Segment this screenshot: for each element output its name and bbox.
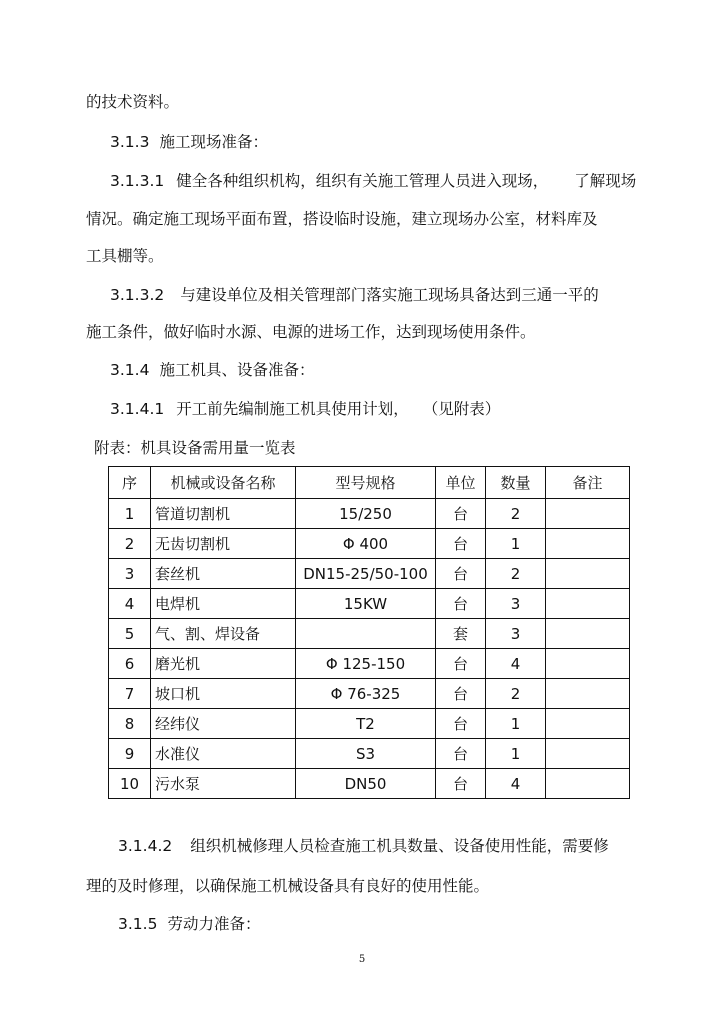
table-cell: 4 bbox=[486, 769, 546, 799]
table-cell bbox=[546, 529, 630, 559]
table-cell: 污水泵 bbox=[151, 769, 296, 799]
paragraph-text: 施工条件，做好临时水源、电源的进场工作，达到现场使用条件。 bbox=[86, 323, 536, 341]
table-cell bbox=[546, 679, 630, 709]
paragraph-line bbox=[86, 246, 164, 266]
paragraph-3-1-4-1 bbox=[110, 399, 500, 419]
table-cell: Φ 125-150 bbox=[296, 649, 436, 679]
table-cell bbox=[546, 559, 630, 589]
paragraph-text: 的技术资料。 bbox=[86, 93, 180, 111]
section-heading-3-1-5 bbox=[118, 914, 260, 934]
paragraph-3-1-4-2 bbox=[118, 836, 609, 856]
page-number: 5 bbox=[358, 954, 366, 965]
header-cell: 型号规格 bbox=[296, 467, 436, 499]
table-cell: 无齿切割机 bbox=[151, 529, 296, 559]
table-cell: 台 bbox=[436, 589, 486, 619]
section-number: 3.1.4.1 bbox=[110, 400, 165, 418]
table-cell: 2 bbox=[486, 559, 546, 589]
table-cell: 15KW bbox=[296, 589, 436, 619]
paragraph-continuation bbox=[86, 92, 179, 112]
table-cell: 2 bbox=[486, 679, 546, 709]
table-row bbox=[109, 709, 630, 739]
table-cell: 气、割、焊设备 bbox=[151, 619, 296, 649]
table-cell bbox=[546, 619, 630, 649]
table-cell: 7 bbox=[109, 679, 151, 709]
table-cell: 15/250 bbox=[296, 499, 436, 529]
header-cell: 数量 bbox=[486, 467, 546, 499]
table-cell bbox=[546, 739, 630, 769]
section-title: 施工机具、设备准备： bbox=[159, 361, 315, 379]
equipment-table bbox=[108, 466, 630, 799]
table-cell: Φ 400 bbox=[296, 529, 436, 559]
section-title: 施工现场准备： bbox=[159, 133, 268, 151]
table-cell: 2 bbox=[486, 499, 546, 529]
table-cell bbox=[546, 499, 630, 529]
table-cell: 套 bbox=[436, 619, 486, 649]
table-cell bbox=[546, 649, 630, 679]
table-cell: 2 bbox=[109, 529, 151, 559]
paragraph-text: 组织机械修理人员检查施工机具数量、设备使用性能，需要修 bbox=[190, 837, 609, 855]
table-row bbox=[109, 589, 630, 619]
table-cell: 1 bbox=[486, 529, 546, 559]
header-cell: 机械或设备名称 bbox=[151, 467, 296, 499]
section-title: 劳动力准备： bbox=[167, 915, 261, 933]
table-cell: 3 bbox=[486, 619, 546, 649]
table-cell: 5 bbox=[109, 619, 151, 649]
paragraph-text: （见附表） bbox=[422, 400, 501, 418]
section-heading-3-1-3 bbox=[110, 132, 268, 152]
header-cell: 序 bbox=[109, 467, 151, 499]
header-cell: 单位 bbox=[436, 467, 486, 499]
table-cell: 6 bbox=[109, 649, 151, 679]
table-cell: 台 bbox=[436, 649, 486, 679]
table-header-row bbox=[109, 467, 630, 499]
section-number: 3.1.3.1 bbox=[110, 172, 165, 190]
paragraph-text: 理的及时修理，以确保施工机械设备具有良好的使用性能。 bbox=[86, 877, 490, 895]
table-cell bbox=[296, 619, 436, 649]
table-cell: 台 bbox=[436, 499, 486, 529]
paragraph-text: 健全各种组织机构，组织有关施工管理人员进入现场， bbox=[176, 172, 549, 190]
paragraph-line bbox=[86, 209, 598, 229]
table-cell: 8 bbox=[109, 709, 151, 739]
table-cell: 4 bbox=[486, 649, 546, 679]
table-cell: 4 bbox=[109, 589, 151, 619]
paragraph-line bbox=[86, 876, 489, 896]
table-cell: 1 bbox=[486, 739, 546, 769]
section-number: 3.1.5 bbox=[118, 915, 158, 933]
paragraph-3-1-3-1 bbox=[110, 171, 636, 191]
paragraph-text: 开工前先编制施工机具使用计划， bbox=[176, 400, 409, 418]
table-row bbox=[109, 679, 630, 709]
section-number: 3.1.4 bbox=[110, 361, 150, 379]
table-cell: 10 bbox=[109, 769, 151, 799]
paragraph-text: 与建设单位及相关管理部门落实施工现场具备达到三通一平的 bbox=[180, 286, 599, 304]
table-caption: 附表：机具设备需用量一览表 bbox=[94, 439, 296, 457]
table-row bbox=[109, 619, 630, 649]
header-cell: 备注 bbox=[546, 467, 630, 499]
table-cell bbox=[546, 769, 630, 799]
table-cell: 管道切割机 bbox=[151, 499, 296, 529]
table-cell: 台 bbox=[436, 529, 486, 559]
table-cell: S3 bbox=[296, 739, 436, 769]
table-cell: 1 bbox=[486, 709, 546, 739]
table-cell: 台 bbox=[436, 679, 486, 709]
table-row bbox=[109, 649, 630, 679]
section-number: 3.1.3 bbox=[110, 133, 150, 151]
table-cell: 水准仪 bbox=[151, 739, 296, 769]
paragraph-text: 工具棚等。 bbox=[86, 247, 164, 265]
table-cell: T2 bbox=[296, 709, 436, 739]
table-cell: 电焊机 bbox=[151, 589, 296, 619]
table-cell: 台 bbox=[436, 709, 486, 739]
section-number: 3.1.4.2 bbox=[118, 837, 173, 855]
table-row bbox=[109, 559, 630, 589]
table-cell bbox=[546, 589, 630, 619]
table-cell: Φ 76-325 bbox=[296, 679, 436, 709]
table-cell: 台 bbox=[436, 739, 486, 769]
table-cell bbox=[546, 709, 630, 739]
table-row bbox=[109, 739, 630, 769]
table-cell: 经纬仪 bbox=[151, 709, 296, 739]
paragraph-text: 了解现场 bbox=[574, 172, 637, 190]
table-cell: 磨光机 bbox=[151, 649, 296, 679]
table-cell: DN15-25/50-100 bbox=[296, 559, 436, 589]
table-cell: 台 bbox=[436, 769, 486, 799]
table-cell: 3 bbox=[486, 589, 546, 619]
paragraph-line bbox=[86, 322, 536, 342]
table-row bbox=[109, 529, 630, 559]
table-cell: 1 bbox=[109, 499, 151, 529]
section-heading-3-1-4 bbox=[110, 360, 314, 380]
table-row bbox=[109, 499, 630, 529]
paragraph-3-1-3-2 bbox=[110, 285, 599, 305]
table-row bbox=[109, 769, 630, 799]
table-cell: 9 bbox=[109, 739, 151, 769]
table-cell: DN50 bbox=[296, 769, 436, 799]
paragraph-text: 情况。确定施工现场平面布置，搭设临时设施，建立现场办公室，材料库及 bbox=[86, 210, 598, 228]
table-cell: 坡口机 bbox=[151, 679, 296, 709]
section-number: 3.1.3.2 bbox=[110, 286, 165, 304]
table-cell: 套丝机 bbox=[151, 559, 296, 589]
table-cell: 台 bbox=[436, 559, 486, 589]
table-cell: 3 bbox=[109, 559, 151, 589]
